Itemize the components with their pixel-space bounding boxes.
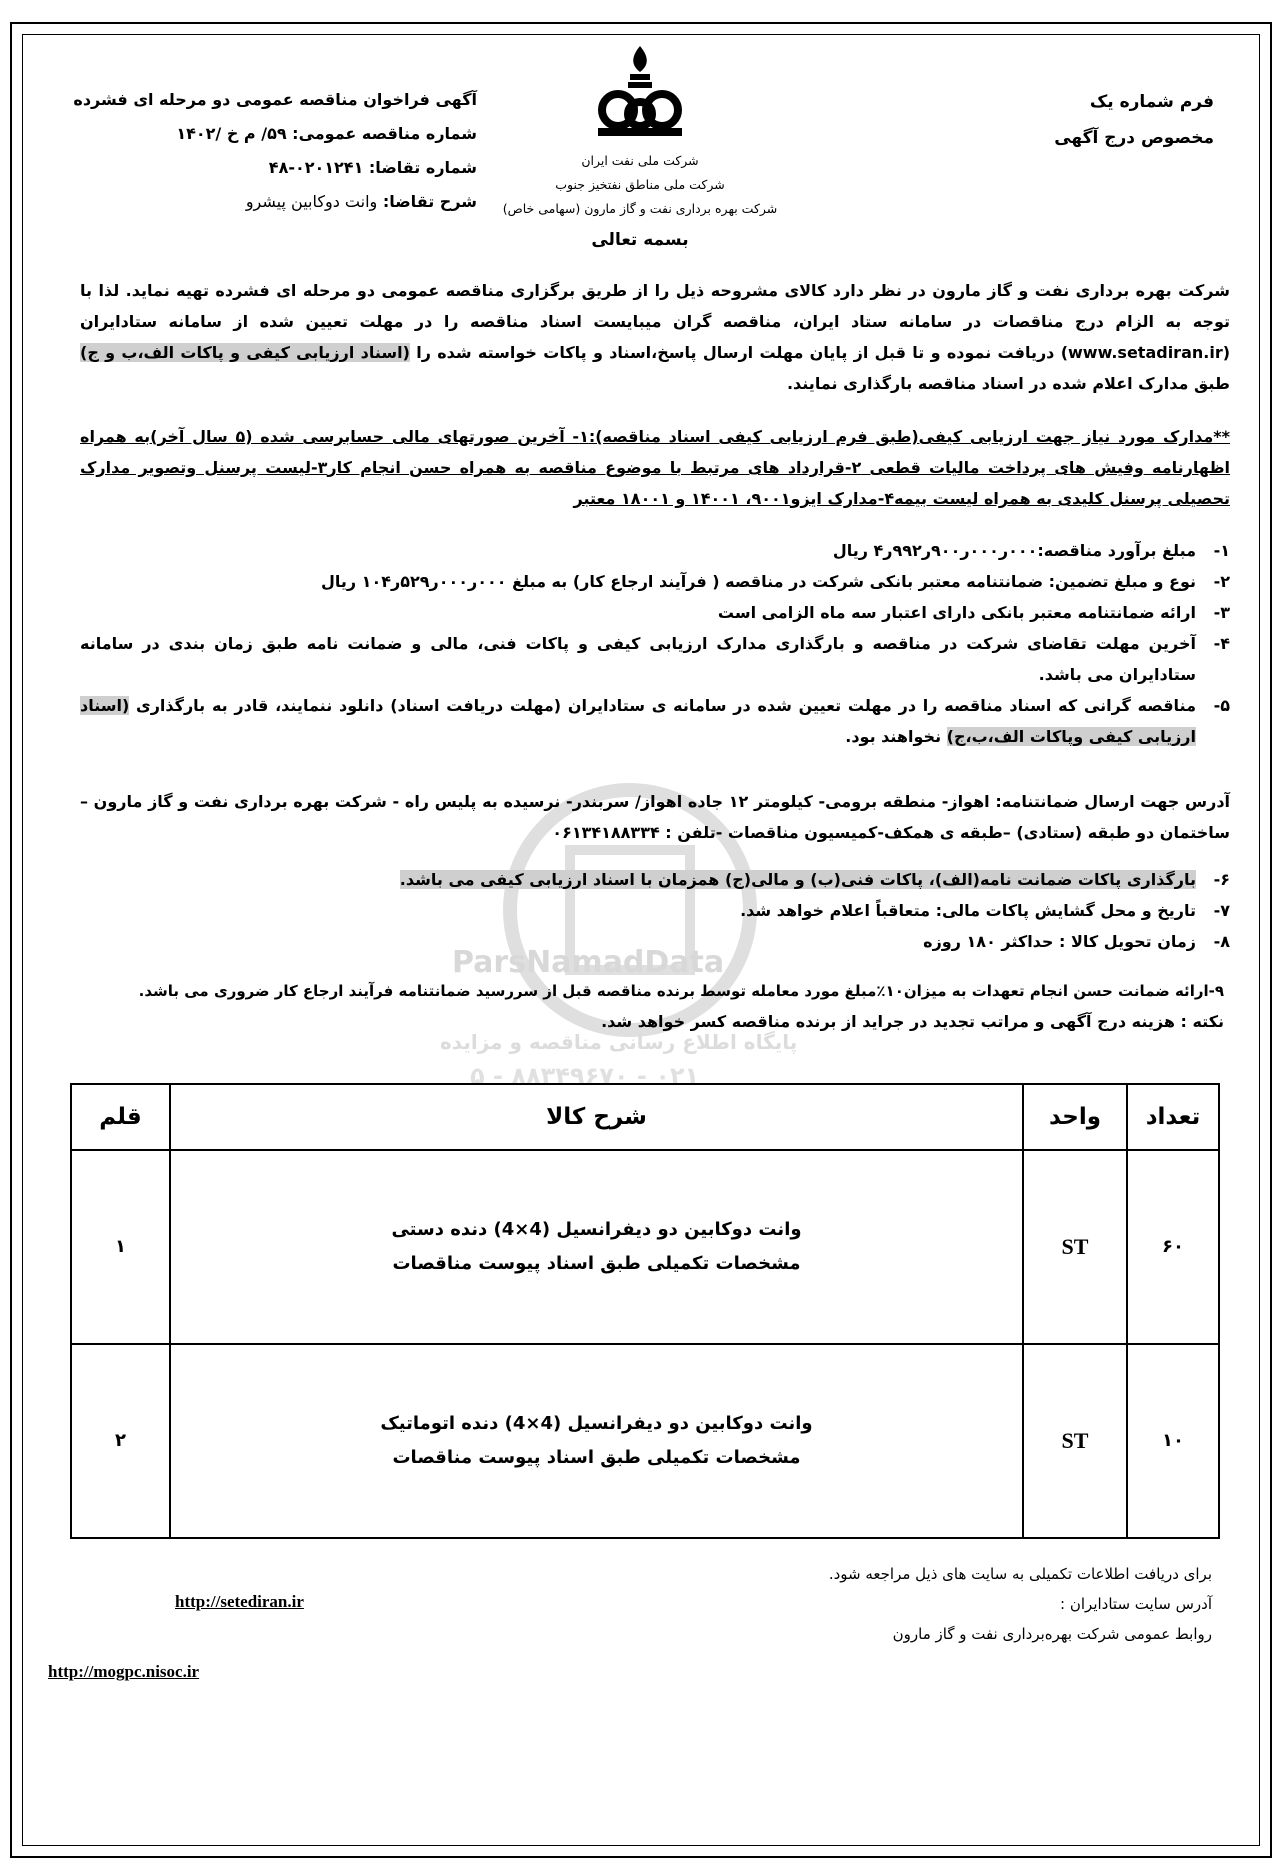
list-item	[80, 864, 1230, 895]
tender-title: آگهی فراخوان مناقصه عمومی دو مرحله ای فشرده	[73, 90, 477, 109]
setadiran-link[interactable]: http://setediran.ir	[175, 1592, 304, 1611]
item-text: بارگذاری پاکات ضمانت نامه(الف)، پاکات فنی(ب) و مالی(ج) همزمان با اسناد ارزیابی کیفی می باشد.	[399, 870, 1196, 889]
cell-description	[170, 1150, 1023, 1344]
request-number-row	[269, 152, 477, 184]
list-item	[80, 895, 1230, 926]
list-item	[80, 535, 1230, 566]
watermark-brand: ParsNamadData	[452, 945, 725, 980]
intro-highlight: (اسناد ارزیابی کیفی و پاکات الف،ب و ج)	[80, 343, 410, 362]
item-number: ۴-	[1213, 634, 1230, 653]
item-text: مناقصه گرانی که اسناد مناقصه را در مهلت تعیین شده در سامانه ی ستادایران (مهلت دریافت اسناد) دانلود ننمایند، قادر به بارگذاری	[136, 696, 1196, 715]
items-list-2	[80, 864, 1230, 957]
description-title: وانت دوکابین دو دیفرانسیل (4×4) دنده دستی	[391, 1219, 802, 1240]
table-row	[71, 1344, 1219, 1538]
items-list	[80, 535, 1230, 752]
description-spec: مشخصات تکمیلی طبق اسناد پیوست مناقصات	[392, 1253, 801, 1274]
tender-number: شماره مناقصه عمومی: ۵۹/ م خ /۱۴۰۲	[176, 124, 477, 143]
intro-text: شرکت بهره برداری نفت و گاز مارون در نظر دارد کالای مشروحه ذیل را از طریق برگزاری مناقصه عمومی دو مرحله ای فشرده تهیه نماید. لذا با توجه به الزام درج مناقصات در سامانه ستاد ایران، مناقصه گران میبایست اسناد مناقصه را در مهلت تعیین شده از سامانه ستادایران (www.setadiran.ir) دریافت نموده و تا قبل از پایان مهلت ارسال پاسخ،اسناد و پاکات خواسته شده را	[80, 281, 1231, 362]
description-title: وانت دوکابین دو دیفرانسیل (4×4) دنده اتوماتیک	[380, 1413, 813, 1434]
item-text: زمان تحویل کالا : حداکثر ۱۸۰ روزه	[923, 932, 1196, 951]
list-item	[80, 566, 1230, 597]
header-unit: واحد	[1023, 1084, 1127, 1150]
header-description: شرح کالا	[170, 1084, 1023, 1150]
item-text-end: نخواهند بود.	[845, 727, 942, 746]
request-desc-value: وانت دوکابین پیشرو	[245, 192, 378, 211]
item-number: ۸-	[1213, 932, 1230, 951]
cell-unit: ST	[1023, 1150, 1127, 1344]
item-number: ۱-	[1213, 541, 1230, 560]
item-9: ۹-ارائه ضمانت حسن انجام تعهدات به میزان۱۰٪مبلغ مورد معامله توسط برنده مناقصه قبل از سررسید ضمانتنامه فرآیند ارجاع کار ضروری می باشد.	[138, 982, 1224, 1000]
footer-setadiran-label: آدرس سایت ستادایران :	[1060, 1595, 1212, 1613]
nioc-logo-icon	[590, 42, 690, 142]
table-header-row	[71, 1084, 1219, 1150]
watermark-subtitle: پایگاه اطلاع رسانی مناقصه و مزایده	[440, 1030, 798, 1054]
company-line-1: شرکت ملی نفت ایران	[581, 153, 699, 168]
watermark-phone: ۰۲۱ - ۸۸۳۴۹۶۷۰ - ۵	[470, 1062, 700, 1090]
required-documents: **مدارک مورد نیاز جهت ارزیابی کیفی(طبق فرم ارزیابی کیفی اسناد مناقصه):۱- آخرین صورتهای مالی حسابرسی شده (۵ سال آخر)به همراه اظهارنامه وفیش های پرداخت مالیات قطعی ۲-قرارداد های مرتبط با موضوع مناقصه به همراه حسن انجام کار۳-لیست پرسنل وتصویر مدارک تحصیلی پرسنل کلیدی به همراه لیست بیمه۴-مدارک ایزو۹۰۰۱، ۱۴۰۰۱ و ۱۸۰۰۱ معتبر	[80, 427, 1231, 508]
cell-qty: ۱۰	[1127, 1344, 1219, 1538]
cell-unit: ST	[1023, 1344, 1127, 1538]
item-number: ۶-	[1213, 870, 1230, 889]
footer-public-relations: روابط عمومی شرکت بهره‌برداری نفت و گاز مارون	[892, 1625, 1212, 1643]
cell-qty: ۶۰	[1127, 1150, 1219, 1344]
form-number: فرم شماره یک	[1089, 92, 1214, 112]
list-item	[80, 597, 1230, 628]
cell-item: ۲	[71, 1344, 170, 1538]
item-text: نوع و مبلغ تضمین: ضمانتنامه معتبر بانکی شرکت در مناقصه ( فرآیند ارجاع کار) به مبلغ ۰۰۰ر۰۰۰ر۵۲۹ر۱۰۴ ریال	[320, 572, 1196, 591]
request-desc-row	[246, 186, 477, 218]
note: نکته : هزینه درج آگهی و مراتب تجدید در جراید از برنده مناقصه کسر خواهد شد.	[601, 1012, 1224, 1031]
description-spec: مشخصات تکمیلی طبق اسناد پیوست مناقصات	[392, 1447, 801, 1468]
item-number: ۷-	[1213, 901, 1230, 920]
header-item: قلم	[71, 1084, 170, 1150]
goods-table	[70, 1083, 1220, 1539]
list-item	[80, 690, 1230, 752]
item-number: ۳-	[1213, 603, 1230, 622]
request-desc-label: شرح تقاضا:	[382, 192, 477, 211]
header-qty: تعداد	[1127, 1084, 1219, 1150]
item-highlight: (اسناد ارزیابی کیفی وپاکات الف،ب،ج)	[80, 696, 1196, 746]
form-purpose: مخصوص درج آگهی	[1054, 128, 1214, 148]
cell-item: ۱	[71, 1150, 170, 1344]
intro-end: طبق مدارک اعلام شده در اسناد مناقصه بارگذاری نمایند.	[786, 374, 1230, 393]
item-text: تاریخ و محل گشایش پاکات مالی: متعاقباً اعلام خواهد شد.	[740, 901, 1196, 920]
list-item	[80, 628, 1230, 690]
bismillah: بسمه تعالی	[591, 230, 689, 250]
company-line-3: شرکت بهره برداری نفت و گاز مارون (سهامی خاص)	[502, 201, 778, 216]
list-item	[80, 926, 1230, 957]
intro-paragraph	[80, 275, 1230, 399]
item-number: ۲-	[1213, 572, 1230, 591]
item-number: ۵-	[1213, 696, 1230, 715]
item-text: آخرین مهلت تقاضای شرکت در مناقصه و بارگذاری مدارک ارزیابی کیفی و پاکات فنی، مالی و ضمانت نامه طبق زمان بندی در سامانه ستادایران می باشد.	[80, 634, 1196, 684]
footer-info: برای دریافت اطلاعات تکمیلی به سایت های ذیل مراجعه شود.	[828, 1565, 1212, 1583]
item-text: مبلغ برآورد مناقصه:۰۰۰ر۰۰۰ر۹۰۰ر۹۹۲ر۴ ریال	[832, 541, 1196, 560]
cell-description	[170, 1344, 1023, 1538]
mogpc-link[interactable]: http://mogpc.nisoc.ir	[48, 1662, 200, 1681]
request-number-label: شماره تقاضا:	[368, 158, 477, 177]
item-text: ارائه ضمانتنامه معتبر بانکی دارای اعتبار سه ماه الزامی است	[717, 603, 1196, 622]
company-line-2: شرکت ملی مناطق نفتخیز جنوب	[555, 177, 725, 192]
request-number-value: ۰۲۰۱۲۴۱-۴۸	[268, 158, 364, 177]
guarantee-address: آدرس جهت ارسال ضمانتنامه: اهواز- منطقه برومی- کیلومتر ۱۲ جاده اهواز/ سربندر- نرسیده به پلیس راه - شرکت بهره برداری نفت و گاز مارون – ساختمان دو طبقه (ستادی) –طبقه ی همکف-کمیسیون مناقصات -تلفن : ۰۶۱۳۴۱۸۸۳۳۴	[80, 792, 1231, 842]
table-row	[71, 1150, 1219, 1344]
